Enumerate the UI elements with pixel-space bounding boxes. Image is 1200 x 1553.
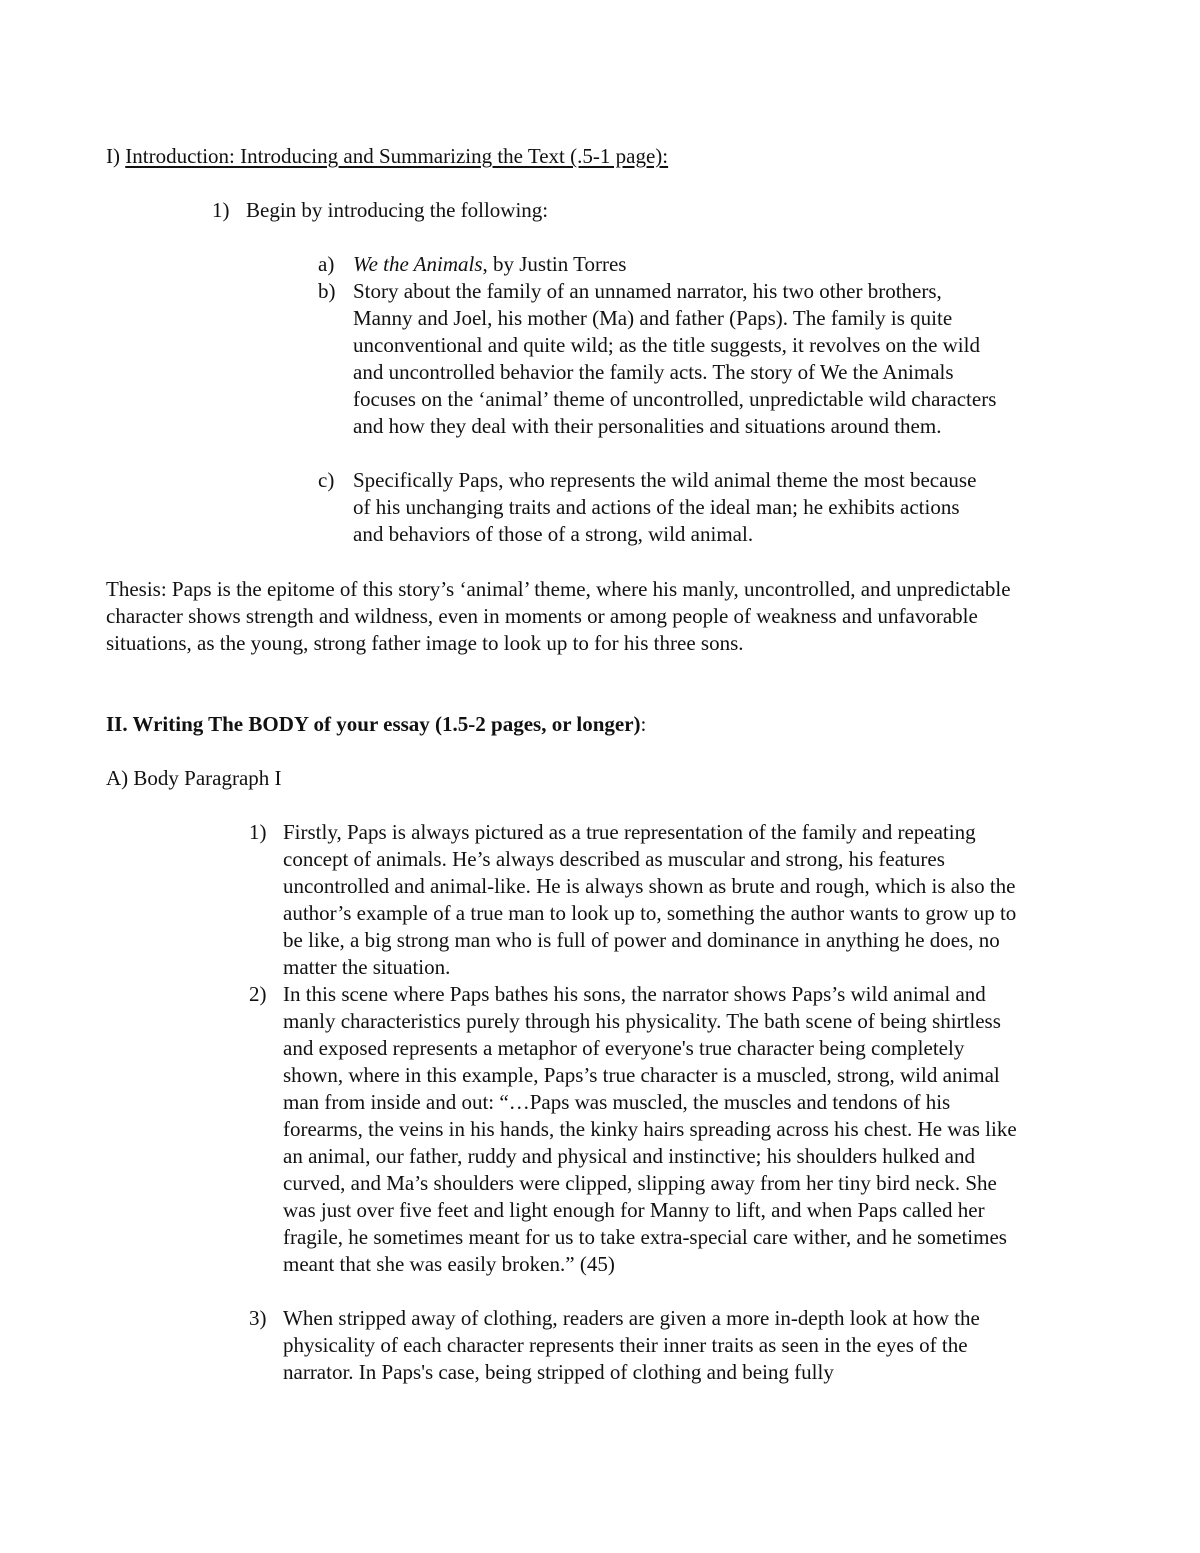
intro-item-a <box>318 251 1008 278</box>
intro-item-c <box>318 467 1018 548</box>
intro-item-a-marker: a) <box>318 252 335 276</box>
body-item-2 <box>249 981 1039 1305</box>
intro-step-text: Begin by introducing the following: <box>246 198 549 222</box>
intro-item-a-rest: , by Justin Torres <box>482 252 627 276</box>
body-item-2-text: In this scene where Paps bathes his sons, the narrator shows Paps’s wild animal and manly characteristics purely through his physicality. The bath scene of being shirtless and exposed represents a metaphor of everyone's true character being completely shown, where in this example, Paps’s true character is a muscled, strong, wild animal man from inside and out: “…Paps was muscled, the muscles and tendons of his forearms, the veins in his hands, the kinky hairs spreading across his chest. He was like an animal, our father, ruddy and physical and instinctive; his shoulders hulked and curved, and Ma’s shoulders were clipped, slipping away from her tiny bird neck. She was just over five feet and light enough for Manny to lift, and when Paps called her fragile, he sometimes meant for us to take extra-special care wither, and he sometimes meant that she was easily broken.” (45) <box>283 982 1017 1276</box>
thesis-paragraph: Thesis: Paps is the epitome of this story’s ‘animal’ theme, where his manly, uncontrolled, and unpredictable character shows strength and wildness, even in moments or among people of weakness and unfavorable situations, as the young, strong father image to look up to for his three sons. <box>106 577 1011 655</box>
intro-heading-prefix: I) <box>106 144 126 168</box>
body-item-3-marker: 3) <box>249 1306 267 1330</box>
body-item-1-marker: 1) <box>249 820 267 844</box>
body-heading-suffix: : <box>640 712 647 736</box>
intro-step <box>212 197 1012 224</box>
body-heading-line <box>106 711 646 738</box>
body-heading: II. Writing The BODY of your essay (1.5-2 pages, or longer) <box>106 712 641 736</box>
intro-item-c-text: Specifically Paps, who represents the wild animal theme the most because of his unchanging traits and actions of the ideal man; he exhibits actions and behaviors of those of a strong, wild animal. <box>353 468 977 546</box>
body-item-3 <box>249 1305 1039 1386</box>
intro-heading-line <box>106 143 668 170</box>
intro-item-b <box>318 278 1018 467</box>
intro-item-b-text: Story about the family of an unnamed narrator, his two other brothers, Manny and Joel, his mother (Ma) and father (Paps). The family is quite unconventional and quite wild; as the title suggests, it revolves on the wild and uncontrolled behavior the family acts. The story of We the Animals focuses on the ‘animal’ theme of uncontrolled, unpredictable wild characters and how they deal with their personalities and situations around them. <box>353 279 997 438</box>
body-item-1 <box>249 819 1039 981</box>
body-item-3-text: When stripped away of clothing, readers are given a more in-depth look at how the physicality of each character represents their inner traits as seen in the eyes of the narrator. In Paps's case, being stripped of clothing and being fully <box>283 1306 980 1384</box>
intro-step-marker: 1) <box>212 198 230 222</box>
intro-heading: Introduction: Introducing and Summarizing the Text (.5-1 page): <box>125 144 669 168</box>
intro-item-c-marker: c) <box>318 468 335 492</box>
body-item-1-text: Firstly, Paps is always pictured as a true representation of the family and repeating concept of animals. He’s always described as muscular and strong, his features uncontrolled and animal-like. He is always shown as brute and rough, which is also the author’s example of a true man to look up to, something the author wants to grow up to be like, a big strong man who is full of power and dominance in anything he does, no matter the situation. <box>283 820 1017 979</box>
body-item-2-marker: 2) <box>249 982 267 1006</box>
body-subheading: A) Body Paragraph I <box>106 766 282 790</box>
book-title: We the Animals <box>353 252 483 276</box>
intro-item-b-marker: b) <box>318 279 336 303</box>
